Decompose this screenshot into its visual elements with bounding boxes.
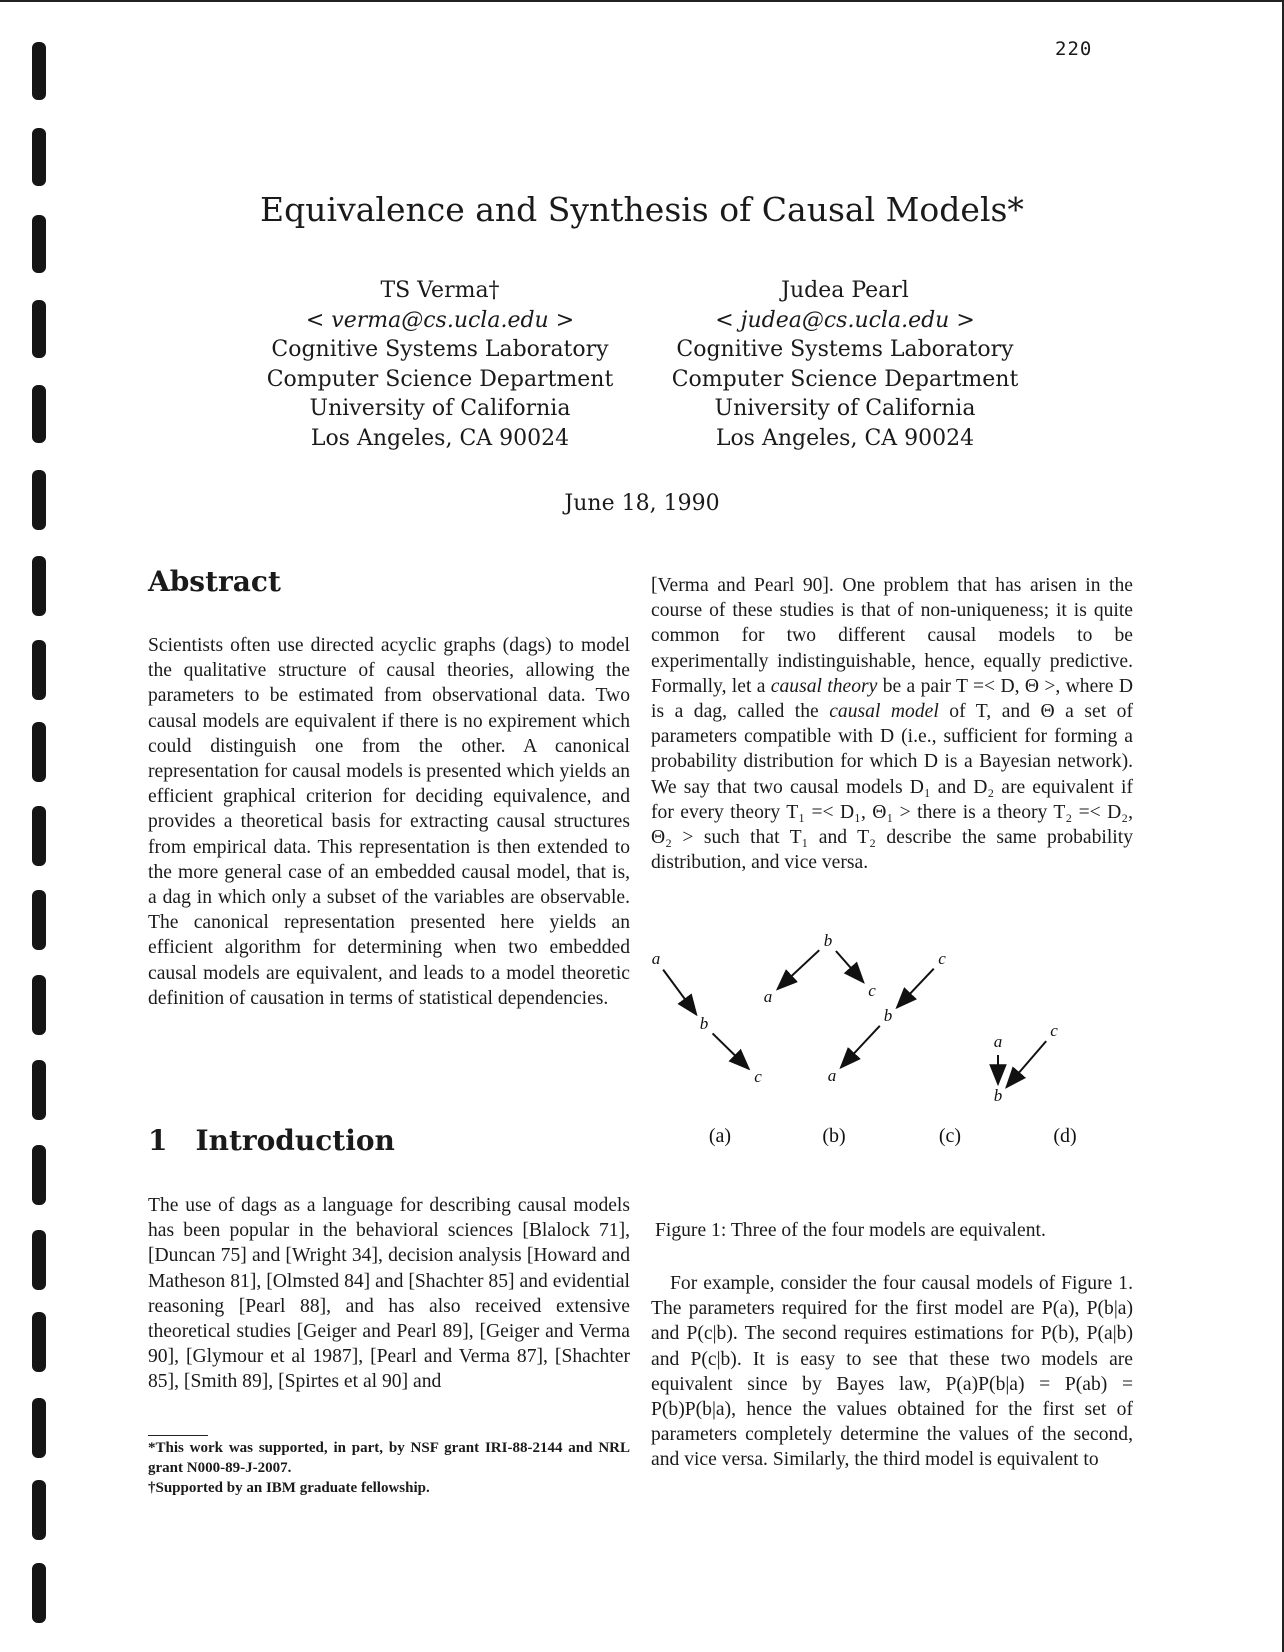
author-university: University of California bbox=[714, 396, 976, 421]
page-number: 220 bbox=[1055, 38, 1093, 60]
section-number: 1 bbox=[148, 1124, 168, 1157]
footnote: †Supported by an IBM graduate fellowship. bbox=[148, 1480, 430, 1496]
panel-label: (b) bbox=[822, 1125, 846, 1147]
node-label-b: b bbox=[823, 930, 833, 950]
binder-hole bbox=[32, 722, 46, 782]
figure-1-diagram bbox=[640, 915, 1140, 1155]
abstract-text: Scientists often use directed acyclic graphs (dags) to model the qualitative structure of causal theories, allowing the parameters to be estimated from observational data. Two causal models are equivalent if there is no expirement which could distinguish one from the other. A canonical representation for causal models is presented which yields an efficient graphical criterion for deciding equivalence, and provides a theoretical basis for extracting causal structures from empirical data. This representation is then extended to the more general case of an embedded causal model, that is, a dag in which only a subset of the variables are observable. The canonical representation presented here yields an efficient algorithm for determining when two embedded causal models are equivalent, and leads to a model theoretic definition of causation in terms of statistical dependencies. bbox=[148, 635, 630, 1009]
author-lab: Cognitive Systems Laboratory bbox=[271, 337, 609, 362]
binder-hole bbox=[32, 128, 46, 186]
emphasis-term: causal theory bbox=[770, 675, 878, 697]
emphasis-term: causal model bbox=[829, 701, 939, 723]
author-university: University of California bbox=[309, 396, 571, 421]
author-department: Computer Science Department bbox=[671, 366, 1019, 392]
author-name: Judea Pearl bbox=[781, 278, 909, 303]
edge-arrow-b-to-c bbox=[713, 1033, 749, 1068]
intro-continued-paragraph bbox=[651, 573, 1133, 875]
node-label-a: a bbox=[763, 986, 773, 1006]
node-label-a: a bbox=[827, 1065, 837, 1085]
binder-hole bbox=[32, 1145, 46, 1205]
paper-date: June 18, 1990 bbox=[564, 491, 720, 516]
node-label-a: a bbox=[993, 1031, 1003, 1051]
author-email: < verma@cs.ucla.edu > bbox=[305, 307, 575, 333]
author-name: TS Verma† bbox=[380, 278, 500, 303]
author-block-2 bbox=[645, 276, 1045, 453]
binder-hole bbox=[32, 806, 46, 866]
paragraph-text: of T, and Θ a set of parameters compatible with D (i.e., sufficient for forming a probability distribution for which D is a Bayesian network). We say that two causal models D₁ and D₂ are equivalent if for every theory T₁ =< D₁, Θ₁ > there is a theory T₂ =< D₂, Θ₂ > such that T₁ and T₂ describe the same probability distribution, and vice versa. bbox=[651, 701, 1133, 874]
edge-arrow-a-to-b bbox=[663, 970, 696, 1015]
binder-hole bbox=[32, 1312, 46, 1372]
author-email: < judea@cs.ucla.edu > bbox=[715, 307, 975, 333]
binder-hole bbox=[32, 640, 46, 700]
edge-arrow-b-to-a bbox=[841, 1026, 880, 1068]
example-paragraph: For example, consider the four causal models of Figure 1. The parameters required for the first model are P(a), P(b|a) and P(c|b). The second requires estimations for P(b), P(a|b) and P(c|b). It is easy to see that these two models are equivalent since by Bayes law, P(a)P(b|a) = P(ab) = P(b)P(b|a), hence the values obtained for the first set of parameters completely determine the values of the second, and vice versa. Similarly, the third model is equivalent to bbox=[651, 1273, 1133, 1471]
paragraph-text: be a pair T =< D, Θ >, where D is a dag, called the bbox=[651, 675, 1133, 723]
node-label-a: a bbox=[651, 948, 661, 968]
node-label-c: c bbox=[754, 1066, 762, 1086]
author-block-1 bbox=[240, 276, 640, 453]
binder-hole bbox=[32, 42, 46, 100]
binder-hole bbox=[32, 1563, 46, 1623]
scan-border-top bbox=[0, 0, 1284, 2]
binder-hole bbox=[32, 556, 46, 616]
author-lab: Cognitive Systems Laboratory bbox=[676, 337, 1014, 362]
node-label-b: b bbox=[883, 1005, 893, 1025]
panel-label: (d) bbox=[1053, 1125, 1077, 1147]
footnote-rule bbox=[148, 1435, 208, 1436]
edge-arrow-c-to-b bbox=[1006, 1041, 1046, 1087]
paper-title: Equivalence and Synthesis of Causal Models* bbox=[260, 190, 1024, 229]
author-city: Los Angeles, CA 90024 bbox=[310, 425, 570, 451]
binder-hole bbox=[32, 1480, 46, 1540]
edge-arrow-c-to-b bbox=[897, 969, 934, 1008]
panel-label: (c) bbox=[938, 1125, 962, 1147]
figure-caption: Figure 1: Three of the four models are equivalent. bbox=[655, 1220, 1046, 1241]
node-label-b: b bbox=[993, 1085, 1003, 1105]
panel-label: (a) bbox=[708, 1125, 732, 1147]
binder-hole bbox=[32, 300, 46, 358]
edge-arrow-b-to-c bbox=[836, 951, 863, 982]
node-label-b: b bbox=[699, 1013, 709, 1033]
node-label-c: c bbox=[938, 948, 946, 968]
node-label-c: c bbox=[1050, 1020, 1058, 1040]
introduction-heading bbox=[148, 1124, 395, 1157]
figure-edges bbox=[663, 950, 1046, 1087]
edge-arrow-b-to-a bbox=[778, 950, 820, 989]
author-city: Los Angeles, CA 90024 bbox=[715, 425, 975, 451]
binder-hole bbox=[32, 1060, 46, 1120]
paragraph-text: [Verma and Pearl 90]. One problem that has arisen in the course of these studies is that of non-uniqueness; it is quite common for two different causal models to be experimentally indistinguishable, hence, equally predictive. Formally, let a bbox=[651, 575, 1133, 697]
binder-hole bbox=[32, 975, 46, 1035]
node-label-c: c bbox=[868, 980, 876, 1000]
binder-hole bbox=[32, 385, 46, 443]
binder-hole bbox=[32, 890, 46, 950]
introduction-text: The use of dags as a language for describing causal models has been popular in the behavioral sciences [Blalock 71], [Duncan 75] and [Wright 34], decision analysis [Howard and Matheson 81], [Olmsted 84] and [Shachter 85] and evidential reasoning [Pearl 88], and has also received extensive theoretical studies [Geiger and Pearl 89], [Geiger and Verma 90], [Glymour et al 1987], [Pearl and Verma 87], [Shachter 85], [Smith 89], [Spirtes et al 90] and bbox=[148, 1195, 630, 1393]
author-department: Computer Science Department bbox=[266, 366, 614, 392]
footnote: *This work was supported, in part, by NSF grant IRI-88-2144 and NRL grant N000-89-J-2007. bbox=[148, 1440, 630, 1476]
figure-panel-labels bbox=[709, 1125, 1077, 1147]
binder-hole bbox=[32, 1230, 46, 1290]
binder-hole bbox=[32, 1398, 46, 1458]
section-title: Introduction bbox=[195, 1124, 395, 1157]
abstract-heading: Abstract bbox=[148, 565, 281, 598]
